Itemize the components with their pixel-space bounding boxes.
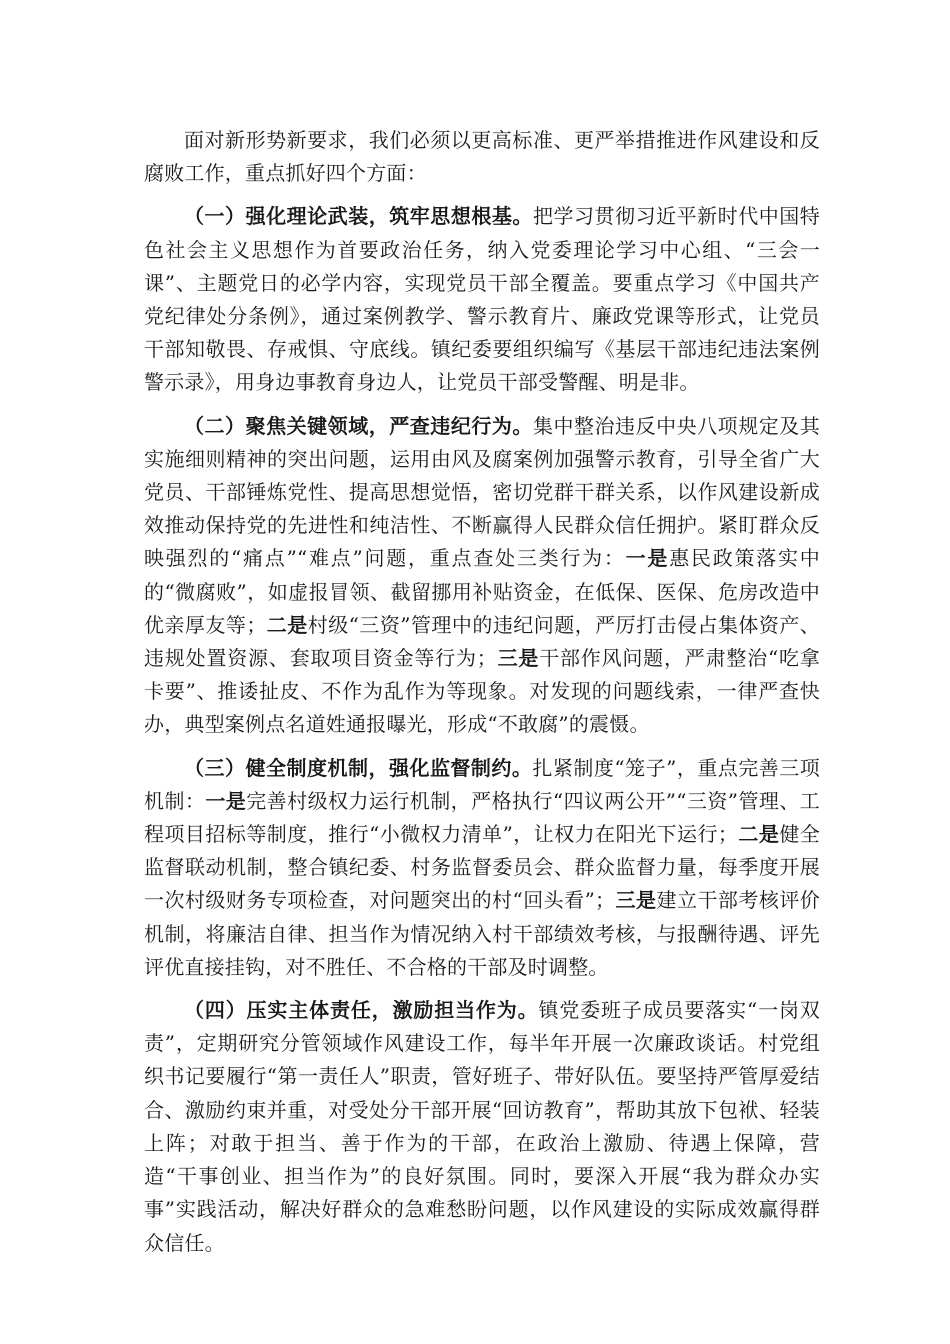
section-2-paragraph [144, 410, 820, 742]
emphasis-marker: 一是 [205, 788, 247, 813]
text-segment: 扎紧制度“笼子”，重点完善三项机制： [144, 755, 820, 813]
emphasis-marker: 二是 [266, 612, 308, 637]
emphasis-marker: 三是 [615, 888, 657, 913]
intro-paragraph [144, 124, 820, 190]
emphasis-marker: 三是 [496, 646, 540, 671]
emphasis-marker: 一是 [625, 546, 670, 571]
text-segment: 村级“三资”管理中的违纪问题，严厉打击侵占集体资产、违规处置资源、套取项目资金等行为； [144, 612, 821, 671]
text-segment: 面对新形势新要求，我们必须以更高标准、更严举措推进作风建设和反腐败工作，重点抓好四个方面： [144, 128, 820, 186]
text-segment: 集中整治违反中央八项规定及其实施细则精神的突出问题，运用由风及腐案例加强警示教育，引导全省广大党员、干部锤炼党性、提高思想觉悟，密切党群干群关系，以作风建设新成效推动保持党的先进性和纯洁性、不断赢得人民群众信任拥护。紧盯群众反映强烈的“痛点”“难点”问题，重点查处三类行为： [144, 413, 820, 571]
section-3-heading: （三）健全制度机制，强化监督制约。 [184, 755, 533, 780]
section-2-heading: （二）聚焦关键领域，严查违纪行为。 [184, 413, 533, 438]
section-4-heading: （四）压实主体责任，激励担当作为。 [184, 998, 539, 1023]
section-1-heading: （一）强化理论武装，筑牢思想根基。 [184, 204, 533, 229]
text-segment: 健全监督联动机制，整合镇纪委、村务监督委员会、群众监督力量，每季度开展一次村级财务专项检查，对问题突出的村“回头看”； [144, 822, 820, 913]
text-segment: 完善村级权力运行机制，严格执行“四议两公开”“三资”管理、工程项目招标等制度，推行“小微权力清单”，让权力在阳光下运行； [144, 788, 820, 847]
text-segment: 镇党委班子成员要落实“一岗双责”，定期研究分管领域作风建设工作，每半年开展一次廉政谈话。村党组织书记要履行“第一责任人”职责，管好班子、带好队伍。要坚持严管厚爱结合、激励约束并重，对受处分干部开展“回访教育”，帮助其放下包袱、轻装上阵；对敢于担当、善于作为的干部，在政治上激励、待遇上保障，营造“干事创业、担当作为”的良好氛围。同时，要深入开展“我为群众办实事”实践活动，解决好群众的急难愁盼问题，以作风建设的实际成效赢得群众信任。 [144, 998, 821, 1255]
section-4-paragraph [144, 994, 820, 1260]
text-segment: 惠民政策落实中的“微腐败”，如虚报冒领、截留挪用补贴资金，在低保、医保、危房改造中优亲厚友等； [144, 546, 820, 637]
section-1-paragraph [144, 200, 820, 399]
text-segment: 把学习贯彻习近平新时代中国特色社会主义思想作为首要政治任务，纳入党委理论学习中心组、“三会一课”、主题党日的必学内容，实现党员干部全覆盖。要重点学习《中国共产党纪律处分条例》，通过案例教学、警示教育片、廉政党课等形式，让党员干部知敬畏、存戒惧、守底线。镇纪委要组织编写《基层干部违纪违法案例警示录》，用身边事教育身边人，让党员干部受警醒、明是非。 [144, 204, 820, 395]
document-body [144, 124, 820, 1270]
emphasis-marker: 二是 [738, 822, 780, 847]
text-segment: 建立干部考核评价机制，将廉洁自律、担当作为情况纳入村干部绩效考核，与报酬待遇、评先评优直接挂钩，对不胜任、不合格的干部及时调整。 [144, 888, 821, 979]
section-3-paragraph [144, 752, 820, 984]
text-segment: 干部作风问题，严肃整治“吃拿卡要”、推诿扯皮、不作为乱作为等现象。对发现的问题线索，一律严查快办，典型案例点名道姓通报曝光，形成“不敢腐”的震慑。 [144, 646, 820, 737]
